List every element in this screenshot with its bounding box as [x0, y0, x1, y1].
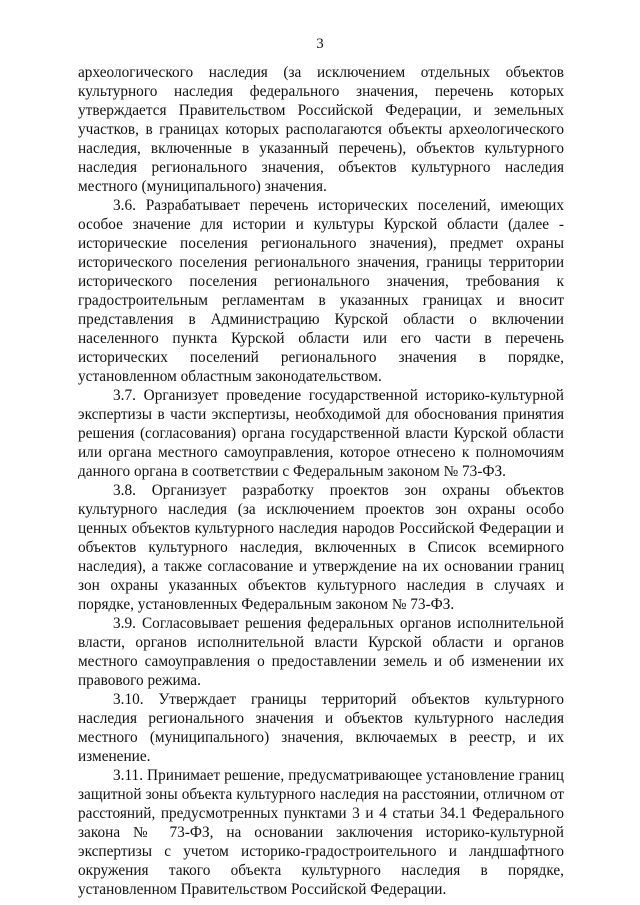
document-body [78, 63, 564, 899]
paragraph-3-9: 3.9. Согласовывает решения федеральных органов исполнительной власти, органов исполнительной власти Курской области и органов местного самоуправления о предоставлении земель и об изменении их правового режима. [78, 615, 564, 689]
paragraph-3-7: 3.7. Организует проведение государственной историко-культурной экспертизы в части экспертизы, необходимой для обоснования принятия решения (согласования) органа государственной власти Курской области или органа местного самоуправления, которое отнесено к полномочиям данного органа в соответствии с Федеральным законом № 73-ФЗ. [78, 387, 564, 480]
paragraph-3-10: 3.10. Утверждает границы территорий объектов культурного наследия регионального значения и объектов культурного наследия местного (муниципального) значения, включаемых в реестр, и их изменение. [78, 691, 564, 765]
paragraph-3-8: 3.8. Организует разработку проектов зон охраны объектов культурного наследия (за исключением проектов зон охраны особо ценных объектов культурного наследия народов Российской Федерации и объектов культурного наследия, включенных в Список всемирного наследия), а также согласование и утверждение на их основании границ зон охраны указанных объектов культурного наследия в случаях и порядке, установленных Федеральным законом № 73-ФЗ. [78, 482, 564, 613]
paragraph-3-6: 3.6. Разрабатывает перечень исторических поселений, имеющих особое значение для истории и культуры Курской области (далее - исторические поселения регионального значения), предмет охраны исторического поселения регионального значения, границы территории исторического поселения регионального значения, требования к градостроительным регламентам в указанных границах и вносит представления в Администрацию Курской области о включении населенного пункта Курской области или его части в перечень исторических поселений регионального значения в порядке, установленном областным законодательством. [78, 197, 564, 385]
paragraph-continuation: археологического наследия (за исключением отдельных объектов культурного наследия федерального значения, перечень которых утверждается Правительством Российской Федерации, и земельных участков, в границах которых располагаются объекты археологического наследия, включенные в указанный перечень), объектов культурного наследия регионального значения, объектов культурного наследия местного (муниципального) значения. [78, 64, 564, 195]
paragraph-3-11: 3.11. Принимает решение, предусматривающее установление границ защитной зоны объекта культурного наследия на расстоянии, отличном от расстояний, предусмотренных пунктами 3 и 4 статьи 34.1 Федерального закона № 73-ФЗ, на основании заключения историко-культурной экспертизы с учетом историко-градостроительного и ландшафтного окружения такого объекта культурного наследия в порядке, установленном Правительством Российской Федерации. [78, 767, 564, 898]
page-number: 3 [316, 36, 324, 52]
